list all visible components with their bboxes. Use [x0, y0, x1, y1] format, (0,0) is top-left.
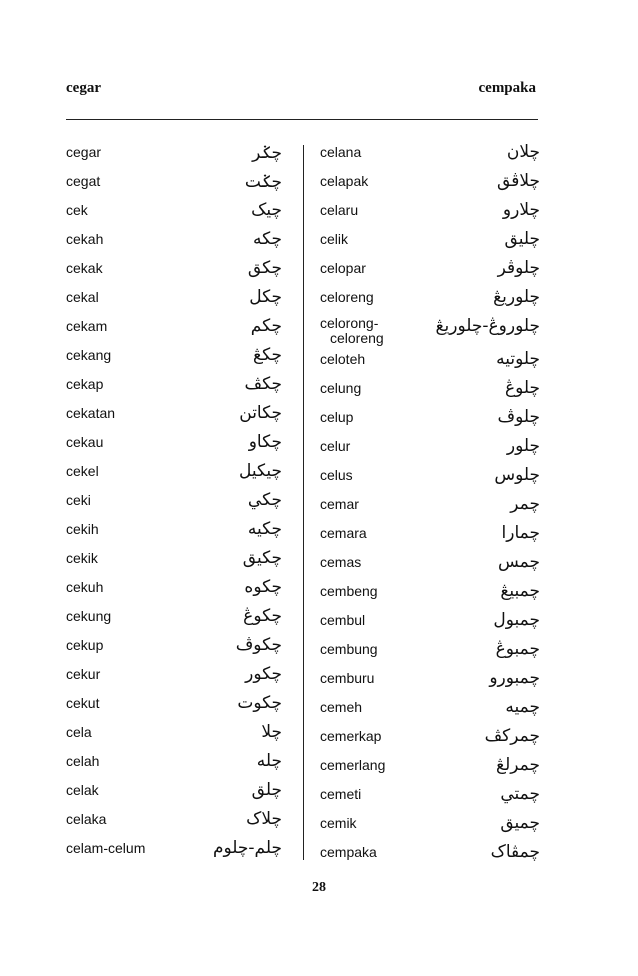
entry-latin-word: cegat	[66, 173, 101, 189]
dictionary-entry	[320, 813, 540, 842]
dictionary-entry	[66, 751, 290, 780]
entry-jawi-word: چلاک	[246, 809, 282, 829]
entry-latin-word: cemar	[320, 496, 359, 512]
entry-latin-word: celaka	[66, 811, 107, 827]
dictionary-entry	[66, 316, 290, 345]
entry-latin-word: cemas	[320, 554, 362, 570]
entry-jawi-word: چلوس	[494, 465, 540, 485]
dictionary-entry	[66, 548, 290, 577]
entry-jawi-word: چلم-چلوم	[212, 838, 282, 858]
entry-jawi-word: چمرلڠ	[496, 755, 540, 775]
entry-latin-word: cekung	[66, 608, 112, 624]
dictionary-entry	[66, 432, 290, 461]
entry-jawi-word: چلوروڠ-چلوريڠ	[435, 316, 540, 336]
entry-latin-word: cekih	[66, 521, 99, 537]
entry-latin-word: cemburu	[320, 670, 375, 686]
dictionary-entry	[320, 200, 540, 229]
entry-jawi-word: چميه	[505, 697, 540, 717]
dictionary-entry	[66, 606, 290, 635]
entry-jawi-word: چکوه	[244, 577, 282, 597]
entry-jawi-word: چميق	[500, 813, 540, 833]
entry-latin-word: celung	[320, 380, 362, 396]
dictionary-entry	[320, 436, 540, 465]
entry-latin-word: celorong- celoreng	[320, 315, 384, 346]
entry-latin-word: celopar	[320, 260, 366, 276]
dictionary-entry	[320, 523, 540, 552]
dictionary-entry	[66, 229, 290, 258]
entry-jawi-word: چمبورو	[489, 668, 540, 688]
entry-latin-word: celah	[66, 753, 100, 769]
entry-jawi-word: چکوت	[237, 693, 282, 713]
entry-latin-word: cemeti	[320, 786, 362, 802]
entry-jawi-word: چلوڤ	[497, 407, 540, 427]
entry-jawi-word: چيک	[251, 200, 282, 220]
entry-latin-word: cekam	[66, 318, 108, 334]
entry-latin-word: cekut	[66, 695, 100, 711]
dictionary-entry	[320, 755, 540, 784]
dictionary-entry	[66, 838, 290, 867]
dictionary-entry	[66, 461, 290, 490]
entry-latin-word: celur	[320, 438, 351, 454]
dictionary-entry	[320, 407, 540, 436]
dictionary-entry	[66, 200, 290, 229]
entry-latin-word: cekak	[66, 260, 103, 276]
entry-jawi-word: چکي	[247, 490, 282, 510]
entry-latin-word: cemara	[320, 525, 367, 541]
entry-jawi-word: چلا	[261, 722, 282, 742]
entry-jawi-word: چکه	[252, 229, 282, 249]
dictionary-entry	[320, 229, 540, 258]
running-head-right: cempaka	[478, 80, 536, 96]
entry-jawi-word: چمڤاک	[490, 842, 540, 862]
dictionary-entry	[66, 635, 290, 664]
dictionary-entry	[320, 258, 540, 287]
entry-latin-word: cegar	[66, 144, 102, 160]
entry-latin-word: celoreng	[320, 289, 374, 305]
entry-latin-word: cekah	[66, 231, 104, 247]
dictionary-entry	[320, 142, 540, 171]
entry-latin-word: celup	[320, 409, 354, 425]
entry-latin-word: celam-celum	[66, 840, 146, 856]
entry-latin-word: ceki	[66, 492, 91, 508]
dictionary-entry	[320, 784, 540, 813]
entry-jawi-word: چمرکڤ	[484, 726, 540, 746]
dictionary-entry	[320, 171, 540, 200]
left-column	[66, 142, 290, 867]
entry-jawi-word: چمس	[497, 552, 540, 572]
entry-latin-word: cembung	[320, 641, 378, 657]
entry-latin-word: cela	[66, 724, 92, 740]
dictionary-entry	[320, 639, 540, 668]
entry-latin-word: cek	[66, 202, 88, 218]
entry-jawi-word: چله	[256, 751, 282, 771]
dictionary-entry	[320, 581, 540, 610]
entry-jawi-word: چلق	[251, 780, 282, 800]
entry-jawi-word: چکڠ	[253, 345, 282, 365]
dictionary-entry	[320, 378, 540, 407]
dictionary-entry	[320, 842, 540, 871]
entry-jawi-word: چکاو	[248, 432, 282, 452]
entry-latin-word: cekuh	[66, 579, 104, 595]
entry-jawi-word: چکيق	[242, 548, 282, 568]
entry-latin-word: cembul	[320, 612, 366, 628]
entry-jawi-word: چمبوڠ	[495, 639, 540, 659]
entry-jawi-word: چيکيل	[238, 461, 282, 481]
entry-latin-word: cekur	[66, 666, 101, 682]
column-divider	[303, 145, 304, 860]
running-head-left: cegar	[66, 80, 101, 96]
dictionary-entry	[66, 809, 290, 838]
entry-latin-word: cembeng	[320, 583, 378, 599]
dictionary-entry	[66, 374, 290, 403]
entry-latin-word: cekatan	[66, 405, 116, 421]
dictionary-entry	[320, 349, 540, 378]
header-rule	[66, 119, 538, 120]
dictionary-entry	[320, 494, 540, 523]
dictionary-entry	[320, 465, 540, 494]
entry-jawi-word: چکوڠ	[243, 606, 282, 626]
dictionary-entry	[66, 664, 290, 693]
entry-jawi-word: چݢت	[244, 172, 282, 192]
dictionary-entry	[320, 610, 540, 639]
entry-jawi-word: چکق	[247, 258, 282, 278]
dictionary-entry	[320, 552, 540, 581]
entry-jawi-word: چݢر	[252, 143, 282, 163]
entry-latin-word: cekik	[66, 550, 98, 566]
entry-latin-word: celoteh	[320, 351, 366, 367]
dictionary-entry	[66, 490, 290, 519]
dictionary-entry	[320, 287, 540, 316]
entry-latin-word: cempaka	[320, 844, 377, 860]
dictionary-entry	[66, 403, 290, 432]
dictionary-entry	[320, 697, 540, 726]
entry-jawi-word: چکوڤ	[235, 635, 282, 655]
entry-latin-word: celik	[320, 231, 349, 247]
dictionary-entry	[320, 668, 540, 697]
entry-latin-word: cekap	[66, 376, 104, 392]
entry-jawi-word: چمتي	[500, 784, 540, 804]
dictionary-entry	[320, 726, 540, 755]
entry-latin-word: cekel	[66, 463, 99, 479]
dictionary-entry	[66, 171, 290, 200]
entry-latin-word: celana	[320, 144, 362, 160]
entry-latin-word: cekal	[66, 289, 99, 305]
dictionary-entry	[66, 142, 290, 171]
entry-jawi-word: چمبيڠ	[500, 581, 540, 601]
entry-latin-word: cemeh	[320, 699, 363, 715]
entry-latin-word: cemerlang	[320, 757, 386, 773]
dictionary-entry	[66, 287, 290, 316]
entry-jawi-word: چکڤ	[244, 374, 282, 394]
entry-jawi-word: چلاڤق	[497, 171, 540, 191]
entry-jawi-word: چکم	[250, 316, 282, 336]
entry-jawi-word: چکور	[245, 664, 282, 684]
entry-latin-word: cekang	[66, 347, 112, 363]
dictionary-entry	[320, 316, 540, 349]
entry-jawi-word: چلوڤر	[497, 258, 540, 278]
entry-latin-word: celapak	[320, 173, 369, 189]
entry-jawi-word: چلوڠ	[504, 378, 540, 398]
entry-latin-word: cemik	[320, 815, 357, 831]
entry-latin-word: celak	[66, 782, 99, 798]
entry-latin-word: cekau	[66, 434, 104, 450]
dictionary-entry	[66, 693, 290, 722]
dictionary-entry	[66, 722, 290, 751]
right-column	[320, 142, 540, 871]
entry-jawi-word: چکل	[249, 287, 282, 307]
dictionary-entry	[66, 345, 290, 374]
entry-jawi-word: چکيه	[247, 519, 282, 539]
entry-jawi-word: چمارا	[501, 523, 540, 543]
dictionary-entry	[66, 577, 290, 606]
dictionary-entry	[66, 780, 290, 809]
entry-jawi-word: چلوتيه	[496, 349, 540, 369]
entry-jawi-word: چمبول	[493, 610, 540, 630]
page-number: 28	[312, 880, 326, 895]
entry-jawi-word: چمر	[510, 494, 540, 514]
entry-latin-word: celus	[320, 467, 353, 483]
entry-jawi-word: چلور	[506, 436, 540, 456]
entry-latin-word: cekup	[66, 637, 104, 653]
dictionary-entry	[66, 519, 290, 548]
entry-jawi-word: چليق	[504, 229, 540, 249]
entry-jawi-word: چلوريڠ	[493, 287, 540, 307]
entry-latin-word: celaru	[320, 202, 359, 218]
entry-jawi-word: چکاتن	[239, 403, 282, 423]
entry-jawi-word: چلارو	[502, 200, 540, 220]
entry-latin-word: cemerkap	[320, 728, 382, 744]
entry-jawi-word: چلان	[506, 142, 540, 162]
dictionary-entry	[66, 258, 290, 287]
